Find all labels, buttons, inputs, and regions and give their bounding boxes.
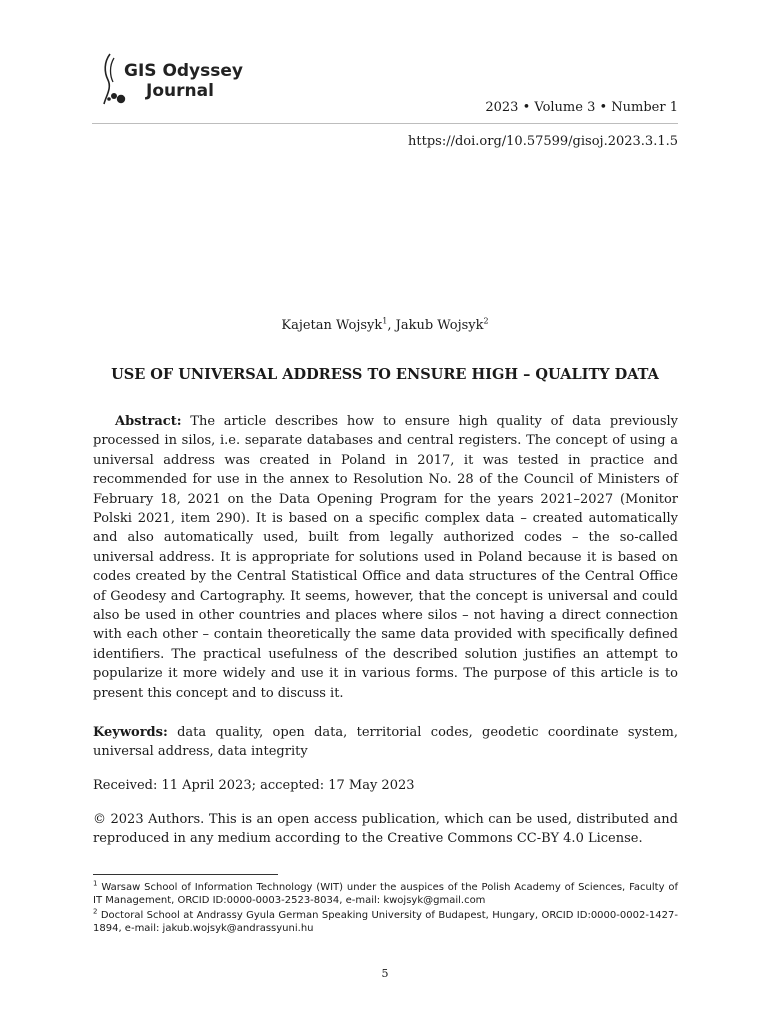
- abstract-label: Abstract:: [115, 414, 182, 429]
- license-statement: © 2023 Authors. This is an open access publication, which can be used, distributed and reproduced in any medium according to the Creative Commons CC-BY 4.0 License.: [93, 812, 678, 847]
- keywords-text: data quality, open data, territorial codes, geodetic coordinate system, universal address, data integrity: [93, 725, 678, 760]
- author-name: Jakub Wojsyk: [395, 318, 484, 333]
- abstract-paragraph: [93, 412, 678, 703]
- footnote-divider: [93, 874, 278, 875]
- logo-title: GIS Odyssey: [124, 61, 243, 81]
- footnote-text: Warsaw School of Information Technology (WIT) under the auspices of the Polish Academy of Sciences, Faculty of IT Management, ORCID ID:0000-0003-2523-8034, e-mail: kwojsyk@gmail.com: [93, 882, 678, 906]
- abstract-text: The article describes how to ensure high quality of data previously processed in silos, i.e. separate databases and central registers. The concept of using a universal address was created in Poland in 2017, it was tested in practice and recommended for use in the annex to Resolution No. 28 of the Council of Ministers of February 18, 2021 on the Data Opening Program for the years 2021–2027 (Monitor Polski 2021, item 290). It is based on a specific complex data – created automatically and also automatically used, built from legally authorized codes – the so-called universal address. It is appropriate for solutions used in Poland because it is based on codes created by the Central Statistical Office and data structures of the Central Office of Geodesy and Cartography. It seems, however, that the concept is universal and could also be used in other countries and places where silos – not having a direct connection with each other – contain theoretically the same data provided with specifically defined identifiers. The practical usefulness of the described solution justifies an attempt to popularize it more widely and use it in various forms. The purpose of this article is to present this concept and to discuss it.: [93, 414, 678, 701]
- journal-logo: [100, 50, 243, 110]
- keywords-label: Keywords:: [93, 725, 168, 740]
- page-number: 5: [381, 967, 389, 980]
- footnote-mark: 2: [93, 907, 98, 916]
- author-separator: ,: [387, 318, 396, 333]
- doi-link[interactable]: https://doi.org/10.57599/gisoj.2023.3.1.5: [408, 134, 678, 149]
- footnote: [93, 881, 678, 907]
- logo-subtitle: Journal: [146, 81, 214, 101]
- received-dates: Received: 11 April 2023; accepted: 17 May 2023: [93, 778, 415, 793]
- author-name: Kajetan Wojsyk: [281, 318, 383, 333]
- footnote-mark[interactable]: 1: [382, 316, 388, 326]
- header-divider: [92, 123, 678, 124]
- author-line: [0, 318, 770, 333]
- footnote-text: Doctoral School at Andrassy Gyula German Speaking University of Budapest, Hungary, ORCID ID:0000-0002-1427-1894, e-mail: jakub.wojsyk@andrassyuni.hu: [93, 910, 678, 934]
- article-title: USE OF UNIVERSAL ADDRESS TO ENSURE HIGH – QUALITY DATA: [111, 366, 659, 383]
- issue-info: 2023 • Volume 3 • Number 1: [485, 100, 678, 115]
- footnote-mark: 1: [93, 879, 98, 888]
- keywords-paragraph: [93, 723, 678, 762]
- footnote-mark[interactable]: 2: [483, 316, 489, 326]
- footnote: [93, 909, 678, 935]
